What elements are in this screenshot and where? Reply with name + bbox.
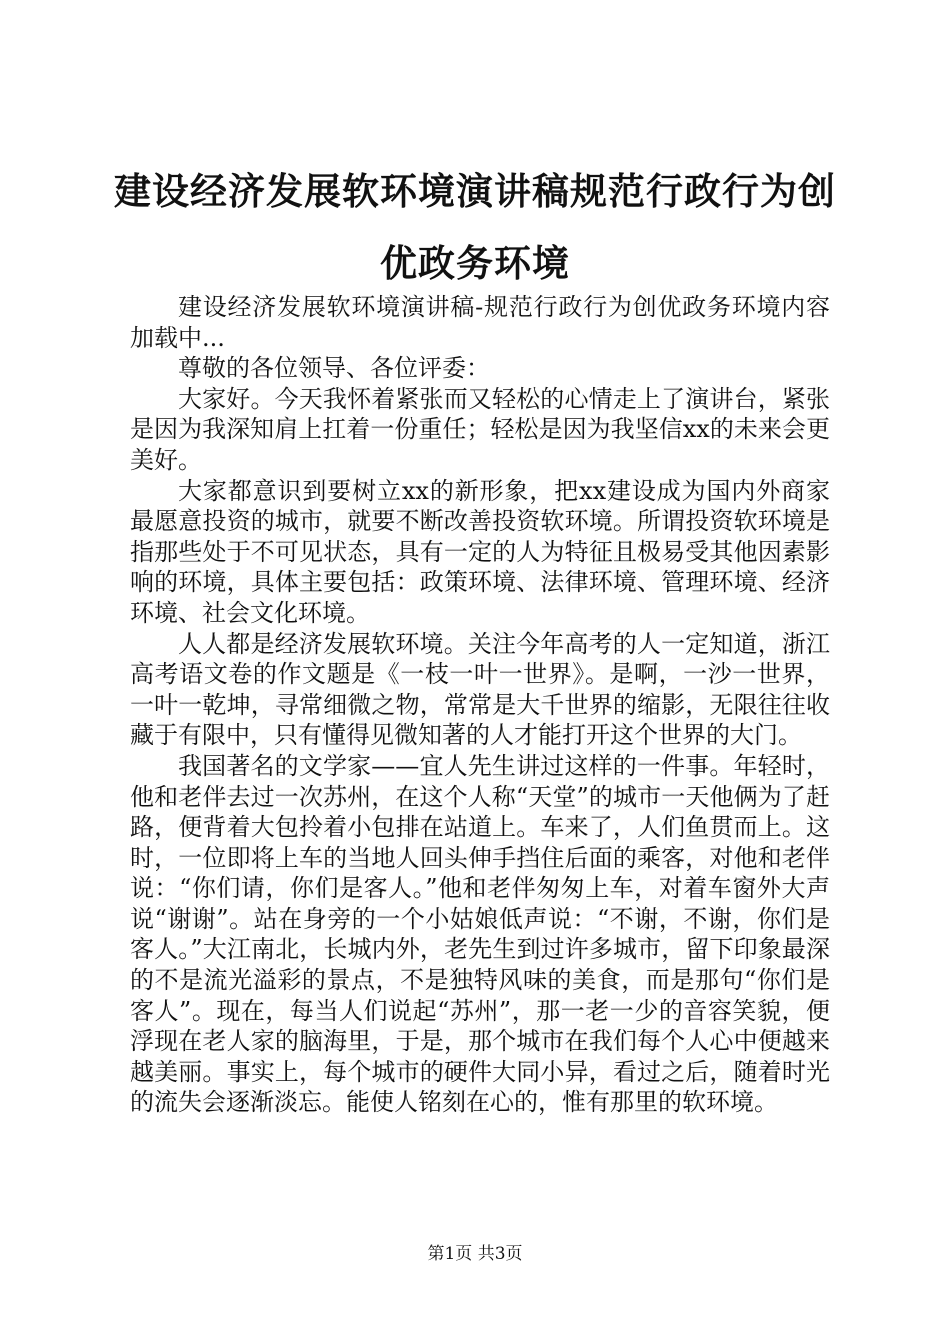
paragraph-everyone-is-environment: 人人都是经济发展软环境。关注今年高考的人一定知道，浙江高考语文卷的作文题是《一枝一叶一世界》。是啊，一沙一世界，一叶一乾坤，寻常细微之物，常常是大千世界的缩影，无限往往收藏于有限中，只有懂得见微知著的人才能打开这个世界的大门。 [130, 629, 830, 750]
paragraph-investment-environment: 大家都意识到要树立xx的新形象，把xx建设成为国内外商家最愿意投资的城市，就要不断改善投资软环境。所谓投资软环境是指那些处于不可见状态，具有一定的人为特征且极易受其他因素影响的环境，具体主要包括：政策环境、法律环境、管理环境、经济环境、社会文化环境。 [130, 476, 830, 627]
document-body [130, 292, 830, 1118]
document-title: 建设经济发展软环境演讲稿规范行政行为创优政务环境 [114, 169, 836, 285]
paragraph-suzhou-story: 我国著名的文学家——宜人先生讲过这样的一件事。年轻时，他和老伴去过一次苏州，在这个人称“天堂”的城市一天他俩为了赶路，便背着大包拎着小包排在站道上。车来了，人们鱼贯而上。这时，一位即将上车的当地人回头伸手挡住后面的乘客，对他和老伴说：“你们请，你们是客人。”他和老伴匆匆上车，对着车窗外大声说“谢谢”。站在身旁的一个小姑娘低声说：“不谢，不谢，你们是客人。”大江南北，长城内外，老先生到过许多城市，留下印象最深的不是流光溢彩的景点，不是独特风味的美食，而是那句“你们是客人”。现在，每当人们说起“苏州”，那一老一少的音容笑貌，便浮现在老人家的脑海里，于是，那个城市在我们每个人心中便越来越美丽。事实上，每个城市的硬件大同小异，看过之后，随着时光的流失会逐渐淡忘。能使人铭刻在心的，惟有那里的软环境。 [130, 751, 830, 1117]
page-footer: 第1页 共3页 [427, 1244, 523, 1264]
paragraph-salutation: 尊敬的各位领导、各位评委： [178, 354, 490, 383]
paragraph-greeting: 大家好。今天我怀着紧张而又轻松的心情走上了演讲台，紧张是因为我深知肩上扛着一份重任；轻松是因为我坚信xx的未来会更美好。 [130, 384, 830, 474]
paragraph-intro: 建设经济发展软环境演讲稿-规范行政行为创优政务环境内容加载中... [130, 293, 830, 352]
